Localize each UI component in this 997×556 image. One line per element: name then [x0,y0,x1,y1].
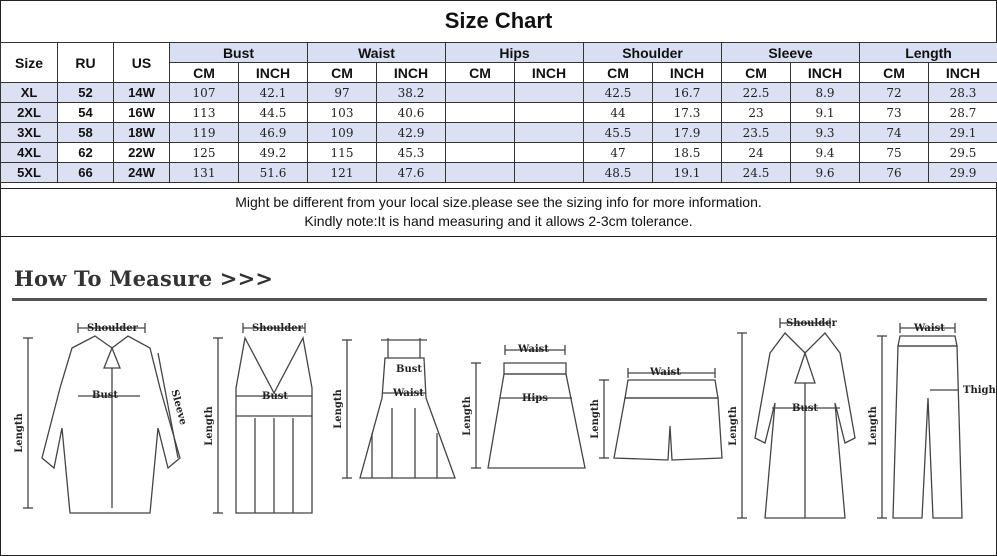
cell-value: 115 [308,143,377,163]
header-sleeve: Sleeve [722,43,860,63]
cell-value: 45.5 [584,123,653,143]
cell-value: 24 [722,143,791,163]
subheader-inch: INCH [653,63,722,83]
cell-value [515,143,584,163]
cell-value: 42.5 [584,83,653,103]
tank-top-diagram-icon [213,323,312,513]
cell-value: 28.3 [929,83,997,103]
cell-value [515,123,584,143]
cell-size: 5XL [1,163,58,183]
label-shoulder: Shoulder [252,323,303,334]
subheader-cm: CM [446,63,515,83]
cell-value: 9.1 [791,103,860,123]
subheader-inch: INCH [791,63,860,83]
label-waist: Waist [650,367,681,378]
header-waist: Waist [308,43,446,63]
cell-value: 119 [170,123,239,143]
cell-us: 18W [114,123,170,143]
cell-value: 38.2 [377,83,446,103]
subheader-cm: CM [308,63,377,83]
cell-value [446,103,515,123]
subheader-inch: INCH [929,63,997,83]
subheader-inch: INCH [239,63,308,83]
skirt-diagram-icon [471,345,585,468]
label-thigh: Thigh [963,385,996,396]
cell-value: 42.9 [377,123,446,143]
cell-value: 29.9 [929,163,997,183]
cell-value: 23.5 [722,123,791,143]
cell-value: 24.5 [722,163,791,183]
pants-diagram-icon [877,323,962,518]
cell-value [446,163,515,183]
cell-us: 14W [114,83,170,103]
subheader-cm: CM [584,63,653,83]
table-row [1,143,997,163]
garment-diagrams [0,308,997,548]
label-shoulder: Shoulder [87,323,138,334]
cell-value: 17.3 [653,103,722,123]
label-bust: Bust [262,391,288,402]
sizing-notes [0,188,997,237]
label-length: Length [204,406,215,446]
cell-value: 17.9 [653,123,722,143]
header-us: US [114,43,170,83]
cell-value: 121 [308,163,377,183]
cell-value: 97 [308,83,377,103]
label-bust: Bust [92,390,118,401]
shorts-diagram-icon [599,368,722,460]
cell-value: 42.1 [239,83,308,103]
label-shoulder: Shoulder [786,318,837,329]
dress-diagram-icon [342,338,455,478]
cell-value: 125 [170,143,239,163]
note-line-2: Kindly note:It is hand measuring and it allows 2-3cm tolerance. [304,213,693,229]
cell-value: 16.7 [653,83,722,103]
cell-ru: 52 [58,83,114,103]
subheader-cm: CM [170,63,239,83]
subheader-inch: INCH [377,63,446,83]
cell-ru: 54 [58,103,114,123]
cell-us: 24W [114,163,170,183]
how-to-measure-section [0,238,997,556]
cell-us: 16W [114,103,170,123]
cell-value: 45.3 [377,143,446,163]
cell-ru: 58 [58,123,114,143]
header-bust: Bust [170,43,308,63]
header-ru: RU [58,43,114,83]
cell-value: 23 [722,103,791,123]
label-bust: Bust [792,403,818,414]
label-length: Length [14,413,25,453]
header-length: Length [860,43,997,63]
cell-value: 44 [584,103,653,123]
blouse-diagram-icon [23,323,180,513]
cell-ru: 62 [58,143,114,163]
cell-value: 46.9 [239,123,308,143]
cell-value: 28.7 [929,103,997,123]
label-length: Length [462,396,473,436]
cell-value: 8.9 [791,83,860,103]
label-waist: Waist [914,323,945,334]
label-length: Length [728,406,739,446]
cell-value: 131 [170,163,239,183]
label-waist: Waist [518,344,549,355]
label-waist: Waist [393,388,424,399]
cell-value: 29.1 [929,123,997,143]
cell-value: 19.1 [653,163,722,183]
cell-value: 47.6 [377,163,446,183]
how-to-measure-title: How To Measure >>> [14,266,274,291]
label-sleeve: Sleeve [168,388,189,427]
divider [12,298,987,301]
cell-value [446,143,515,163]
subheader-cm: CM [860,63,929,83]
cell-size: XL [1,83,58,103]
label-hips: Hips [522,393,548,404]
cell-value: 40.6 [377,103,446,123]
header-size: Size [1,43,58,83]
cell-value: 29.5 [929,143,997,163]
cell-value: 107 [170,83,239,103]
page-title: Size Chart [0,0,997,43]
note-line-1: Might be different from your local size.please see the sizing info for more information. [235,194,762,210]
cell-us: 22W [114,143,170,163]
cell-value: 9.3 [791,123,860,143]
table-header-row [1,43,997,63]
header-shoulder: Shoulder [584,43,722,63]
cell-value: 109 [308,123,377,143]
table-row [1,83,997,103]
cell-value: 72 [860,83,929,103]
cell-value: 51.6 [239,163,308,183]
cell-ru: 66 [58,163,114,183]
label-length: Length [333,389,344,429]
cell-size: 2XL [1,103,58,123]
cell-value: 22.5 [722,83,791,103]
cell-value: 76 [860,163,929,183]
cell-value: 44.5 [239,103,308,123]
label-length: Length [868,406,879,446]
header-hips: Hips [446,43,584,63]
label-length: Length [590,399,601,439]
cell-value [515,83,584,103]
cell-value: 103 [308,103,377,123]
cell-value: 73 [860,103,929,123]
subheader-inch: INCH [515,63,584,83]
cell-value: 48.5 [584,163,653,183]
label-bust: Bust [396,364,422,375]
cell-value: 9.6 [791,163,860,183]
cell-value: 49.2 [239,143,308,163]
cell-value: 9.4 [791,143,860,163]
trench-coat-diagram-icon [737,318,855,518]
cell-value: 47 [584,143,653,163]
cell-size: 4XL [1,143,58,163]
cell-value: 18.5 [653,143,722,163]
cell-value: 74 [860,123,929,143]
table-row [1,163,997,183]
table-row [1,103,997,123]
cell-value [515,163,584,183]
subheader-cm: CM [722,63,791,83]
table-row [1,123,997,143]
cell-value [515,103,584,123]
cell-value: 75 [860,143,929,163]
cell-size: 3XL [1,123,58,143]
size-table [0,42,997,183]
cell-value [446,83,515,103]
cell-value [446,123,515,143]
cell-value: 113 [170,103,239,123]
